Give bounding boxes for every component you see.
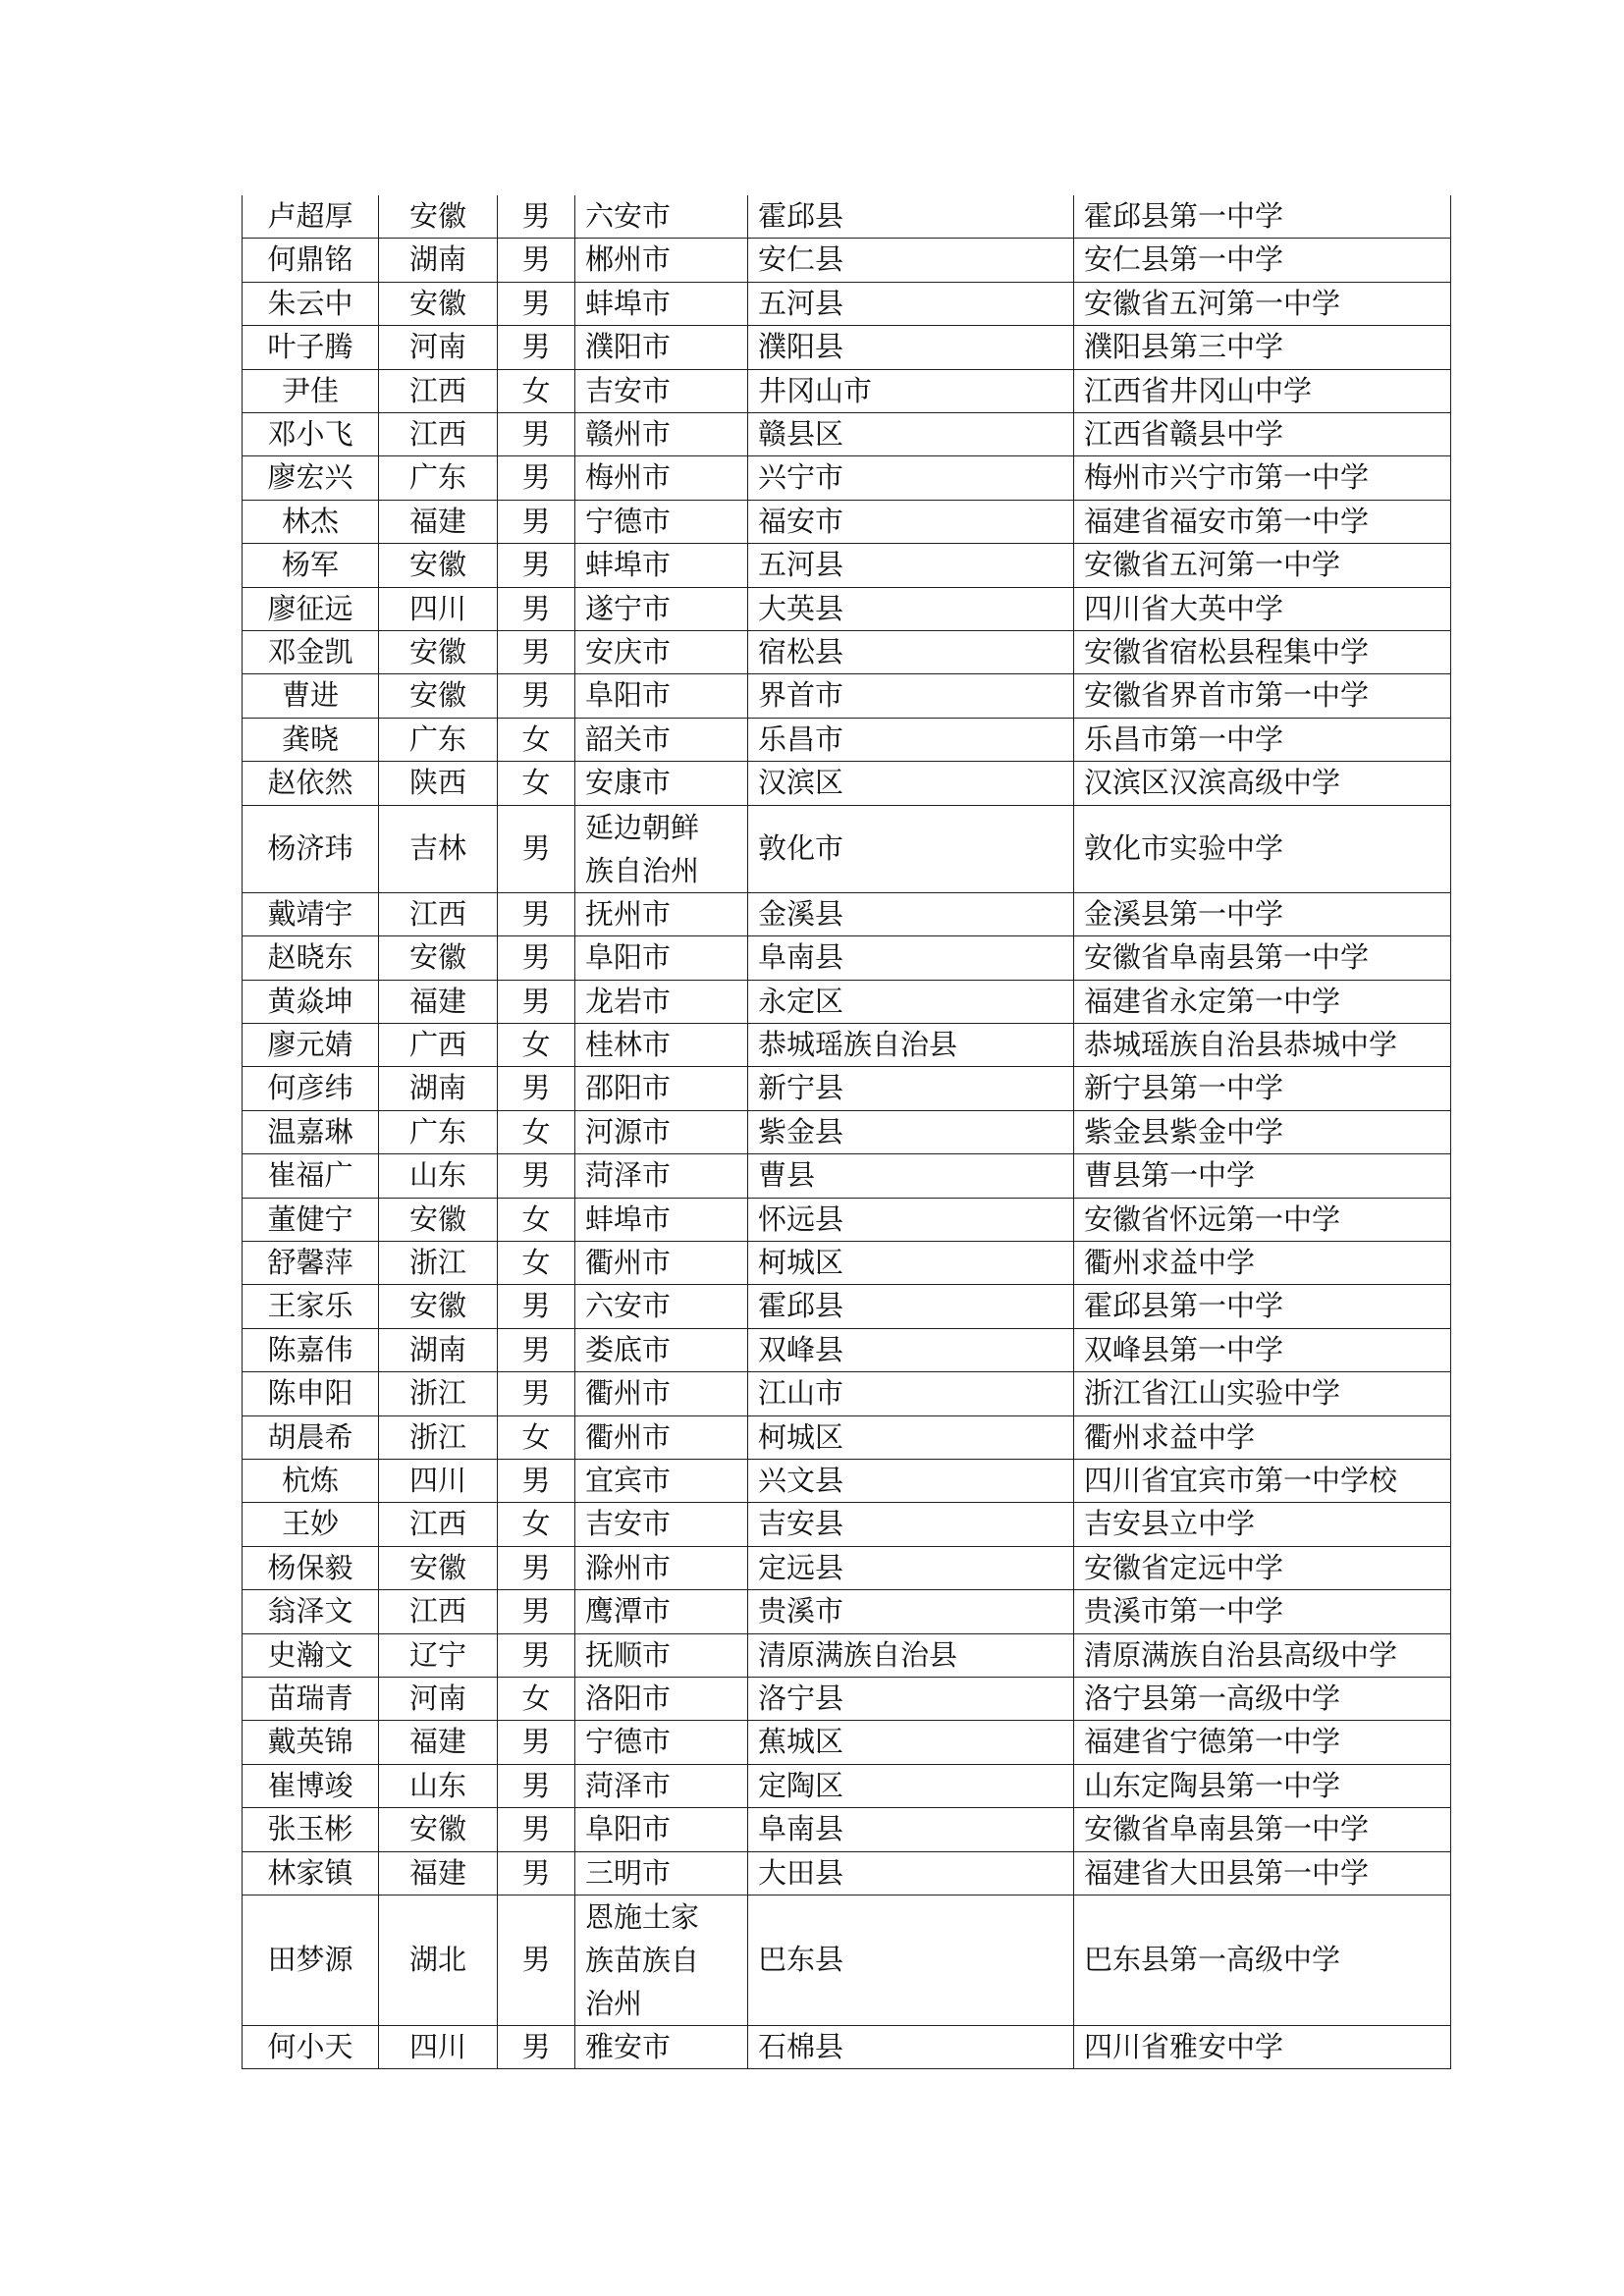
student-name-cell: 陈嘉伟 (243, 1328, 379, 1371)
school-cell: 安徽省界首市第一中学 (1074, 674, 1451, 718)
table-row (243, 1110, 1451, 1153)
school-cell: 浙江省江山实验中学 (1074, 1372, 1451, 1415)
county-cell: 兴宁市 (748, 456, 1074, 500)
school-cell: 衢州求益中学 (1074, 1241, 1451, 1284)
table-row (243, 1764, 1451, 1807)
province-cell: 安徽 (379, 674, 498, 718)
county-cell: 福安市 (748, 500, 1074, 543)
city-cell: 吉安市 (575, 369, 748, 412)
table-row (243, 239, 1451, 282)
gender-cell: 男 (498, 326, 575, 369)
city-cell: 娄底市 (575, 1328, 748, 1371)
gender-cell: 男 (498, 1721, 575, 1764)
school-cell: 山东定陶县第一中学 (1074, 1764, 1451, 1807)
county-cell: 敦化市 (748, 805, 1074, 892)
school-cell: 安徽省宿松县程集中学 (1074, 631, 1451, 674)
student-name-cell: 何鼎铭 (243, 239, 379, 282)
gender-cell: 男 (498, 195, 575, 239)
county-cell: 界首市 (748, 674, 1074, 718)
student-name-cell: 王妙 (243, 1503, 379, 1546)
province-cell: 四川 (379, 587, 498, 630)
table-row (243, 1459, 1451, 1502)
gender-cell: 男 (498, 544, 575, 587)
county-cell: 霍邱县 (748, 195, 1074, 239)
county-cell: 贵溪市 (748, 1590, 1074, 1633)
gender-cell: 女 (498, 369, 575, 412)
city-cell: 宁德市 (575, 1721, 748, 1764)
county-cell: 阜南县 (748, 936, 1074, 980)
city-cell: 六安市 (575, 195, 748, 239)
student-name-cell: 曹进 (243, 674, 379, 718)
student-name-cell: 张玉彬 (243, 1808, 379, 1851)
school-cell: 江西省井冈山中学 (1074, 369, 1451, 412)
table-row (243, 413, 1451, 456)
province-cell: 河南 (379, 1678, 498, 1721)
table-row (243, 1241, 1451, 1284)
student-name-cell: 杭炼 (243, 1459, 379, 1502)
school-cell: 福建省大田县第一中学 (1074, 1851, 1451, 1895)
city-cell: 三明市 (575, 1851, 748, 1895)
county-cell: 霍邱县 (748, 1285, 1074, 1328)
student-name-cell: 卢超厚 (243, 195, 379, 239)
city-cell: 菏泽市 (575, 1764, 748, 1807)
county-cell: 永定区 (748, 980, 1074, 1023)
province-cell: 四川 (379, 1459, 498, 1502)
county-cell: 怀远县 (748, 1198, 1074, 1241)
table-row (243, 718, 1451, 761)
county-cell: 紫金县 (748, 1110, 1074, 1153)
gender-cell: 男 (498, 282, 575, 325)
table-row (243, 1415, 1451, 1459)
school-cell: 衢州求益中学 (1074, 1415, 1451, 1459)
table-row (243, 1372, 1451, 1415)
student-name-cell: 朱云中 (243, 282, 379, 325)
province-cell: 湖北 (379, 1896, 498, 2026)
province-cell: 广东 (379, 456, 498, 500)
city-cell: 洛阳市 (575, 1678, 748, 1721)
school-cell: 紫金县紫金中学 (1074, 1110, 1451, 1153)
table-row (243, 980, 1451, 1023)
school-cell: 梅州市兴宁市第一中学 (1074, 456, 1451, 500)
student-name-cell: 叶子腾 (243, 326, 379, 369)
student-name-cell: 苗瑞青 (243, 1678, 379, 1721)
table-row (243, 1154, 1451, 1198)
gender-cell: 女 (498, 1678, 575, 1721)
city-cell: 安康市 (575, 762, 748, 805)
county-cell: 定陶区 (748, 1764, 1074, 1807)
school-cell: 霍邱县第一中学 (1074, 1285, 1451, 1328)
gender-cell: 女 (498, 1198, 575, 1241)
county-cell: 乐昌市 (748, 718, 1074, 761)
province-cell: 安徽 (379, 936, 498, 980)
table-row (243, 1546, 1451, 1589)
county-cell: 吉安县 (748, 1503, 1074, 1546)
school-cell: 霍邱县第一中学 (1074, 195, 1451, 239)
city-cell: 菏泽市 (575, 1154, 748, 1198)
table-row (243, 1851, 1451, 1895)
county-cell: 大英县 (748, 587, 1074, 630)
student-name-cell: 陈申阳 (243, 1372, 379, 1415)
student-name-cell: 邓金凯 (243, 631, 379, 674)
gender-cell: 女 (498, 1110, 575, 1153)
student-name-cell: 王家乐 (243, 1285, 379, 1328)
city-cell: 阜阳市 (575, 674, 748, 718)
city-cell: 遂宁市 (575, 587, 748, 630)
province-cell: 辽宁 (379, 1633, 498, 1677)
county-cell: 巴东县 (748, 1896, 1074, 2026)
county-cell: 江山市 (748, 1372, 1074, 1415)
gender-cell: 女 (498, 718, 575, 761)
student-name-cell: 舒馨萍 (243, 1241, 379, 1284)
county-cell: 阜南县 (748, 1808, 1074, 1851)
student-name-cell: 何彦纬 (243, 1067, 379, 1110)
gender-cell: 男 (498, 631, 575, 674)
student-name-cell: 史瀚文 (243, 1633, 379, 1677)
province-cell: 安徽 (379, 631, 498, 674)
gender-cell: 男 (498, 1459, 575, 1502)
school-cell: 汉滨区汉滨高级中学 (1074, 762, 1451, 805)
gender-cell: 男 (498, 805, 575, 892)
school-cell: 乐昌市第一中学 (1074, 718, 1451, 761)
county-cell: 洛宁县 (748, 1678, 1074, 1721)
province-cell: 浙江 (379, 1372, 498, 1415)
gender-cell: 男 (498, 456, 575, 500)
city-cell: 韶关市 (575, 718, 748, 761)
school-cell: 恭城瑶族自治县恭城中学 (1074, 1023, 1451, 1066)
table-row (243, 936, 1451, 980)
student-name-cell: 杨军 (243, 544, 379, 587)
student-name-cell: 董健宁 (243, 1198, 379, 1241)
county-cell: 汉滨区 (748, 762, 1074, 805)
student-name-cell: 林杰 (243, 500, 379, 543)
school-cell: 清原满族自治县高级中学 (1074, 1633, 1451, 1677)
city-cell: 郴州市 (575, 239, 748, 282)
table-row (243, 1896, 1451, 2026)
gender-cell: 女 (498, 1241, 575, 1284)
school-cell: 四川省宜宾市第一中学校 (1074, 1459, 1451, 1502)
province-cell: 安徽 (379, 1808, 498, 1851)
student-name-cell: 廖元婧 (243, 1023, 379, 1066)
school-cell: 福建省福安市第一中学 (1074, 500, 1451, 543)
table-row (243, 587, 1451, 630)
city-cell: 濮阳市 (575, 326, 748, 369)
table-row (243, 282, 1451, 325)
gender-cell: 男 (498, 2026, 575, 2069)
county-cell: 五河县 (748, 544, 1074, 587)
gender-cell: 男 (498, 892, 575, 935)
county-cell: 宿松县 (748, 631, 1074, 674)
county-cell: 大田县 (748, 1851, 1074, 1895)
gender-cell: 男 (498, 1372, 575, 1415)
student-name-cell: 廖宏兴 (243, 456, 379, 500)
gender-cell: 男 (498, 1851, 575, 1895)
school-cell: 曹县第一中学 (1074, 1154, 1451, 1198)
city-cell: 雅安市 (575, 2026, 748, 2069)
city-cell: 宜宾市 (575, 1459, 748, 1502)
county-cell: 定远县 (748, 1546, 1074, 1589)
school-cell: 金溪县第一中学 (1074, 892, 1451, 935)
student-name-cell: 戴英锦 (243, 1721, 379, 1764)
table-row (243, 456, 1451, 500)
school-cell: 吉安县立中学 (1074, 1503, 1451, 1546)
table-row (243, 1503, 1451, 1546)
county-cell: 井冈山市 (748, 369, 1074, 412)
student-name-cell: 廖征远 (243, 587, 379, 630)
county-cell: 清原满族自治县 (748, 1633, 1074, 1677)
city-cell: 抚顺市 (575, 1633, 748, 1677)
gender-cell: 男 (498, 1154, 575, 1198)
gender-cell: 男 (498, 413, 575, 456)
province-cell: 河南 (379, 326, 498, 369)
province-cell: 江西 (379, 1590, 498, 1633)
province-cell: 福建 (379, 1851, 498, 1895)
city-cell: 梅州市 (575, 456, 748, 500)
province-cell: 安徽 (379, 544, 498, 587)
city-cell: 安庆市 (575, 631, 748, 674)
school-cell: 四川省雅安中学 (1074, 2026, 1451, 2069)
gender-cell: 男 (498, 936, 575, 980)
gender-cell: 男 (498, 239, 575, 282)
province-cell: 湖南 (379, 1067, 498, 1110)
gender-cell: 男 (498, 1896, 575, 2026)
county-cell: 柯城区 (748, 1241, 1074, 1284)
school-cell: 新宁县第一中学 (1074, 1067, 1451, 1110)
gender-cell: 男 (498, 674, 575, 718)
gender-cell: 男 (498, 1633, 575, 1677)
province-cell: 江西 (379, 892, 498, 935)
gender-cell: 男 (498, 1285, 575, 1328)
province-cell: 山东 (379, 1764, 498, 1807)
gender-cell: 男 (498, 980, 575, 1023)
student-name-cell: 黄焱坤 (243, 980, 379, 1023)
city-cell: 抚州市 (575, 892, 748, 935)
student-name-cell: 崔福广 (243, 1154, 379, 1198)
student-name-cell: 尹佳 (243, 369, 379, 412)
student-name-cell: 杨保毅 (243, 1546, 379, 1589)
table-row (243, 1590, 1451, 1633)
table-row (243, 2026, 1451, 2069)
school-cell: 安徽省定远中学 (1074, 1546, 1451, 1589)
city-cell: 恩施土家 族苗族自 治州 (575, 1896, 748, 2026)
table-row (243, 762, 1451, 805)
school-cell: 洛宁县第一高级中学 (1074, 1678, 1451, 1721)
city-cell: 衢州市 (575, 1241, 748, 1284)
city-cell: 蚌埠市 (575, 544, 748, 587)
gender-cell: 男 (498, 1590, 575, 1633)
county-cell: 新宁县 (748, 1067, 1074, 1110)
school-cell: 濮阳县第三中学 (1074, 326, 1451, 369)
school-cell: 安徽省阜南县第一中学 (1074, 1808, 1451, 1851)
table-row (243, 1067, 1451, 1110)
province-cell: 福建 (379, 980, 498, 1023)
province-cell: 山东 (379, 1154, 498, 1198)
school-cell: 四川省大英中学 (1074, 587, 1451, 630)
table-row (243, 1721, 1451, 1764)
county-cell: 恭城瑶族自治县 (748, 1023, 1074, 1066)
county-cell: 濮阳县 (748, 326, 1074, 369)
gender-cell: 女 (498, 1023, 575, 1066)
county-cell: 五河县 (748, 282, 1074, 325)
gender-cell: 男 (498, 1328, 575, 1371)
city-cell: 赣州市 (575, 413, 748, 456)
table-body (243, 195, 1451, 2069)
province-cell: 福建 (379, 1721, 498, 1764)
student-table (242, 195, 1451, 2069)
city-cell: 蚌埠市 (575, 282, 748, 325)
table-row (243, 1328, 1451, 1371)
school-cell: 福建省宁德第一中学 (1074, 1721, 1451, 1764)
table-row (243, 1678, 1451, 1721)
province-cell: 四川 (379, 2026, 498, 2069)
table-row (243, 326, 1451, 369)
student-name-cell: 邓小飞 (243, 413, 379, 456)
province-cell: 浙江 (379, 1415, 498, 1459)
student-name-cell: 戴靖宇 (243, 892, 379, 935)
school-cell: 双峰县第一中学 (1074, 1328, 1451, 1371)
province-cell: 吉林 (379, 805, 498, 892)
table-row (243, 1285, 1451, 1328)
province-cell: 福建 (379, 500, 498, 543)
county-cell: 曹县 (748, 1154, 1074, 1198)
gender-cell: 男 (498, 1546, 575, 1589)
city-cell: 鹰潭市 (575, 1590, 748, 1633)
gender-cell: 女 (498, 762, 575, 805)
city-cell: 宁德市 (575, 500, 748, 543)
gender-cell: 女 (498, 1415, 575, 1459)
school-cell: 敦化市实验中学 (1074, 805, 1451, 892)
school-cell: 安徽省五河第一中学 (1074, 282, 1451, 325)
city-cell: 蚌埠市 (575, 1198, 748, 1241)
city-cell: 阜阳市 (575, 936, 748, 980)
county-cell: 石棉县 (748, 2026, 1074, 2069)
province-cell: 江西 (379, 413, 498, 456)
student-name-cell: 何小天 (243, 2026, 379, 2069)
province-cell: 安徽 (379, 1198, 498, 1241)
table-row (243, 892, 1451, 935)
gender-cell: 男 (498, 500, 575, 543)
county-cell: 蕉城区 (748, 1721, 1074, 1764)
table-row (243, 674, 1451, 718)
table-row (243, 369, 1451, 412)
province-cell: 安徽 (379, 195, 498, 239)
school-cell: 安徽省阜南县第一中学 (1074, 936, 1451, 980)
city-cell: 龙岩市 (575, 980, 748, 1023)
gender-cell: 男 (498, 1808, 575, 1851)
table-row (243, 631, 1451, 674)
province-cell: 江西 (379, 1503, 498, 1546)
city-cell: 滁州市 (575, 1546, 748, 1589)
province-cell: 湖南 (379, 239, 498, 282)
city-cell: 吉安市 (575, 1503, 748, 1546)
student-name-cell: 崔博竣 (243, 1764, 379, 1807)
table-row (243, 544, 1451, 587)
table-row (243, 1808, 1451, 1851)
school-cell: 安徽省怀远第一中学 (1074, 1198, 1451, 1241)
city-cell: 邵阳市 (575, 1067, 748, 1110)
table-row (243, 1023, 1451, 1066)
province-cell: 湖南 (379, 1328, 498, 1371)
student-name-cell: 赵晓东 (243, 936, 379, 980)
school-cell: 福建省永定第一中学 (1074, 980, 1451, 1023)
student-name-cell: 翁泽文 (243, 1590, 379, 1633)
gender-cell: 男 (498, 587, 575, 630)
province-cell: 陕西 (379, 762, 498, 805)
city-cell: 衢州市 (575, 1415, 748, 1459)
school-cell: 巴东县第一高级中学 (1074, 1896, 1451, 2026)
province-cell: 安徽 (379, 282, 498, 325)
city-cell: 延边朝鲜 族自治州 (575, 805, 748, 892)
table-row (243, 500, 1451, 543)
student-name-cell: 胡晨希 (243, 1415, 379, 1459)
county-cell: 柯城区 (748, 1415, 1074, 1459)
table-row (243, 195, 1451, 239)
city-cell: 河源市 (575, 1110, 748, 1153)
student-name-cell: 杨济玮 (243, 805, 379, 892)
school-cell: 江西省赣县中学 (1074, 413, 1451, 456)
student-name-cell: 田梦源 (243, 1896, 379, 2026)
county-cell: 安仁县 (748, 239, 1074, 282)
city-cell: 桂林市 (575, 1023, 748, 1066)
table-row (243, 1198, 1451, 1241)
school-cell: 贵溪市第一中学 (1074, 1590, 1451, 1633)
province-cell: 安徽 (379, 1546, 498, 1589)
gender-cell: 男 (498, 1764, 575, 1807)
province-cell: 广东 (379, 1110, 498, 1153)
table-row (243, 1633, 1451, 1677)
province-cell: 广西 (379, 1023, 498, 1066)
county-cell: 赣县区 (748, 413, 1074, 456)
county-cell: 兴文县 (748, 1459, 1074, 1502)
county-cell: 金溪县 (748, 892, 1074, 935)
city-cell: 阜阳市 (575, 1808, 748, 1851)
school-cell: 安徽省五河第一中学 (1074, 544, 1451, 587)
province-cell: 江西 (379, 369, 498, 412)
province-cell: 广东 (379, 718, 498, 761)
city-cell: 六安市 (575, 1285, 748, 1328)
province-cell: 浙江 (379, 1241, 498, 1284)
table-row (243, 805, 1451, 892)
gender-cell: 男 (498, 1067, 575, 1110)
province-cell: 安徽 (379, 1285, 498, 1328)
county-cell: 双峰县 (748, 1328, 1074, 1371)
student-name-cell: 温嘉琳 (243, 1110, 379, 1153)
school-cell: 安仁县第一中学 (1074, 239, 1451, 282)
gender-cell: 女 (498, 1503, 575, 1546)
student-name-cell: 赵依然 (243, 762, 379, 805)
city-cell: 衢州市 (575, 1372, 748, 1415)
student-name-cell: 龚晓 (243, 718, 379, 761)
student-name-cell: 林家镇 (243, 1851, 379, 1895)
